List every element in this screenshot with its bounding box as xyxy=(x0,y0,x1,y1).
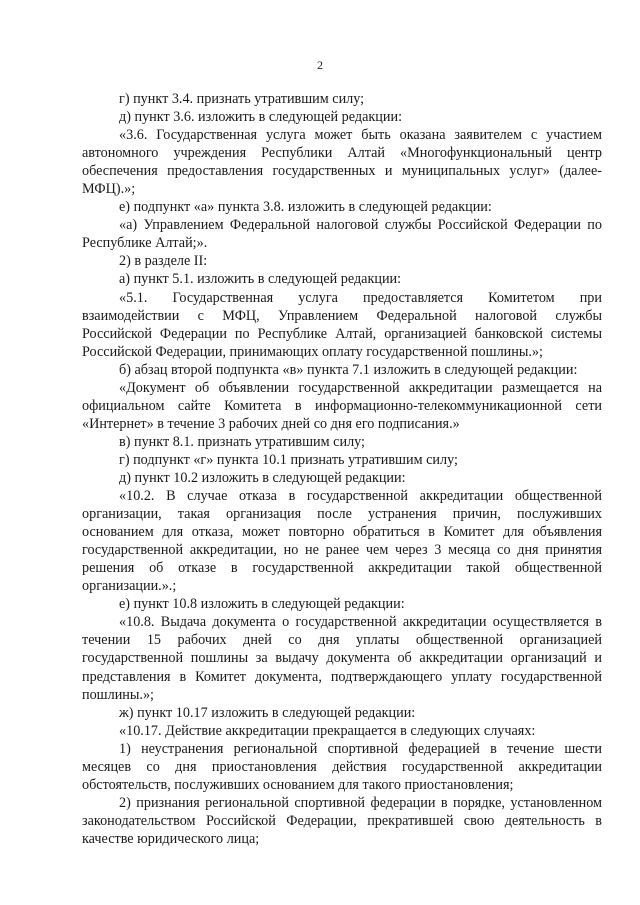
paragraph-line: «5.1. Государственная услуга предоставляется Комитетом при xyxy=(119,289,602,306)
paragraph-line: Российской Федерации, принимающих оплату государственной пошлины.»; xyxy=(82,343,543,360)
paragraph-line: е) пункт 10.8 изложить в следующей редакции: xyxy=(119,596,405,613)
paragraph-line: «3.6. Государственная услуга может быть оказана заявителем с участием xyxy=(119,127,602,144)
paragraph-line: течении 15 рабочих дней со дня уплаты общественной организацией xyxy=(82,632,602,649)
paragraph-line: «а) Управлением Федеральной налоговой службы Российской Федерации по xyxy=(119,217,602,234)
paragraph-line: автономного учреждения Республики Алтай «Многофункциональный центр xyxy=(82,145,602,162)
paragraph-line: д) пункт 10.2 изложить в следующей редакции: xyxy=(119,469,406,486)
paragraph-line: 2) в разделе II: xyxy=(119,253,208,270)
paragraph-line: 2) признания региональной спортивной федерации в порядке, установленном xyxy=(119,794,602,811)
paragraph-line: «Интернет» в течение 3 рабочих дней со дня его подписания.» xyxy=(82,415,460,432)
paragraph-line: законодательством Российской Федерации, прекратившей свою деятельность в xyxy=(82,812,602,829)
document-body xyxy=(82,90,602,848)
paragraph-line: д) пункт 3.6. изложить в следующей редакции: xyxy=(119,109,403,126)
paragraph-line: Российской Федерации по Республике Алтай, организацией банковской системы xyxy=(82,325,602,342)
paragraph-line: 1) неустранения региональной спортивной федерацией в течение шести xyxy=(119,740,602,757)
paragraph-line: ж) пункт 10.17 изложить в следующей редакции: xyxy=(119,704,416,721)
paragraph-line: а) пункт 5.1. изложить в следующей редакции: xyxy=(119,271,402,288)
paragraph-line: организации.».; xyxy=(82,578,177,595)
paragraph-line: представления в Комитет документа, подтверждающего уплату государственной xyxy=(82,668,602,685)
paragraph-line: «Документ об объявлении государственной аккредитации размещается на xyxy=(119,379,602,396)
paragraph-line: государственной пошлины за выдачу документа об аккредитации организаций и xyxy=(82,650,602,667)
paragraph-line: г) подпункт «г» пункта 10.1 признать утратившим силу; xyxy=(119,451,458,468)
paragraph-line: обеспечения предоставления государственных и муниципальных услуг» (далее- xyxy=(82,163,602,180)
paragraph-line: пошлины.»; xyxy=(82,686,154,703)
paragraph-line: в) пункт 8.1. признать утратившим силу; xyxy=(119,433,365,450)
paragraph-line: качестве юридического лица; xyxy=(82,830,260,847)
paragraph-line: взаимодействии с МФЦ, Управлением Федеральной налоговой службы xyxy=(82,307,602,324)
paragraph-line: государственной аккредитации, но не ранее чем через 3 месяца со дня принятия xyxy=(82,542,602,559)
paragraph-line: Республике Алтай;». xyxy=(82,235,208,252)
paragraph-line: «10.2. В случае отказа в государственной аккредитации общественной xyxy=(119,488,602,505)
paragraph-line: «10.8. Выдача документа о государственной аккредитации осуществляется в xyxy=(119,614,602,631)
paragraph-line: обстоятельств, послуживших основанием для такого приостановления; xyxy=(82,776,514,793)
paragraph-line: основанием для отказа, может повторно обратиться в Комитет для объявления xyxy=(82,524,602,541)
paragraph-line: решения об отказе в государственной аккредитации такой общественной xyxy=(82,560,602,577)
paragraph-line: месяцев со дня приостановления действия государственной аккредитации xyxy=(82,758,602,775)
paragraph-line: е) подпункт «а» пункта 3.8. изложить в следующей редакции: xyxy=(119,199,492,216)
page-number: 2 xyxy=(317,58,323,72)
paragraph-line: МФЦ).»; xyxy=(82,181,136,198)
paragraph-line: организации, такая организация после устранения причин, послуживших xyxy=(82,506,602,523)
paragraph-line: г) пункт 3.4. признать утратившим силу; xyxy=(119,91,365,107)
paragraph-line: б) абзац второй подпункта «в» пункта 7.1 изложить в следующей редакции: xyxy=(119,361,578,378)
paragraph-line: «10.17. Действие аккредитации прекращается в следующих случаях: xyxy=(119,722,536,739)
paragraph-line: официальном сайте Комитета в информационно-телекоммуникационной сети xyxy=(82,397,602,414)
